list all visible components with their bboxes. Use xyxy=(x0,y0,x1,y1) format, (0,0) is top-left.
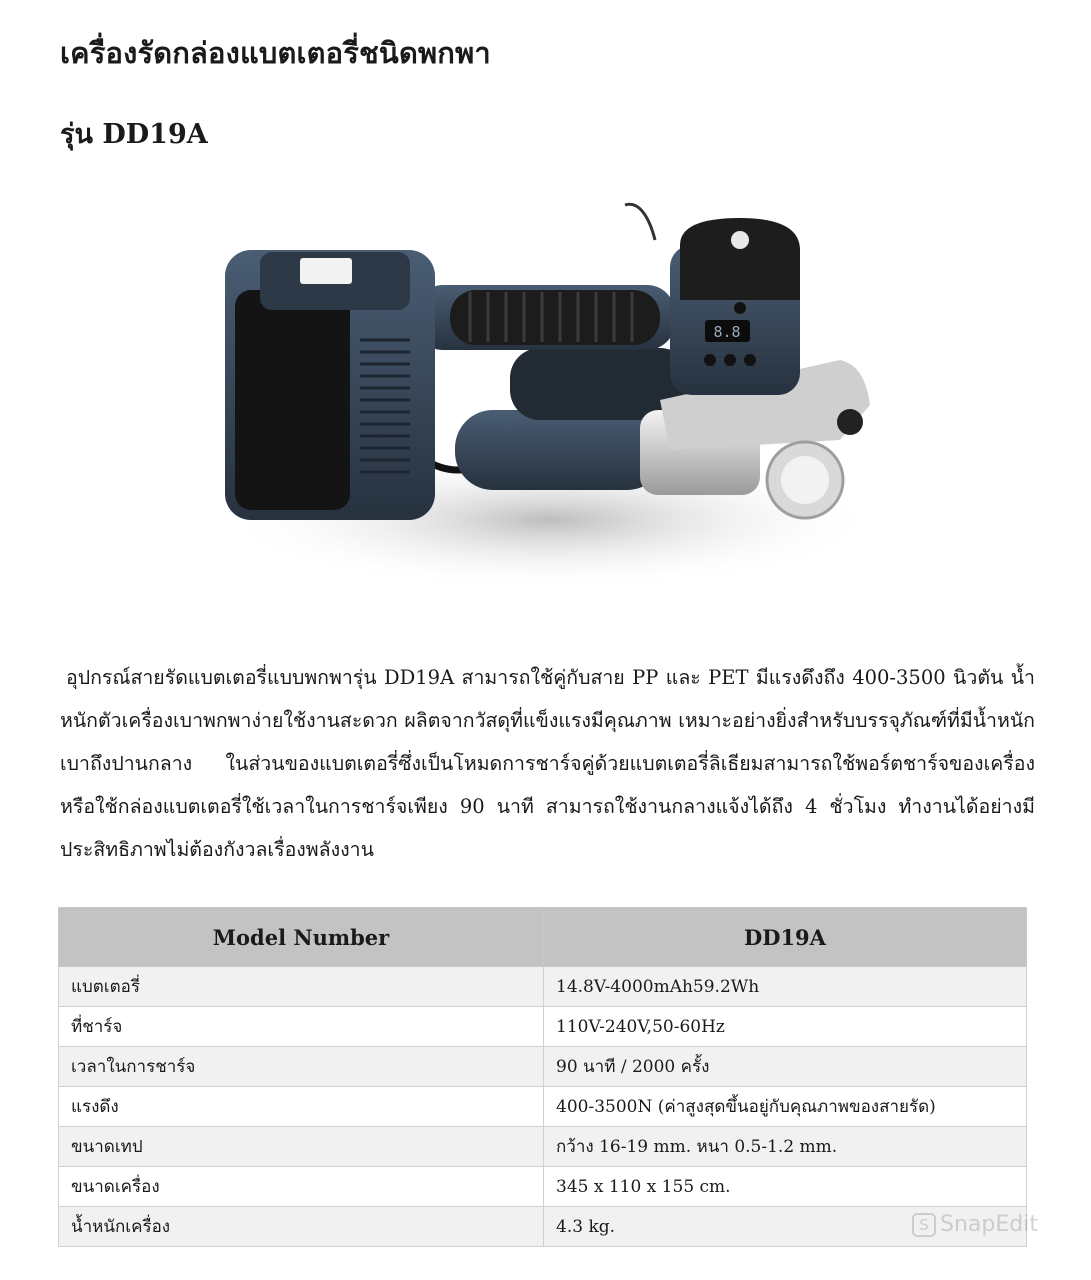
table-row xyxy=(59,1047,1027,1087)
model-heading: รุ่น DD19A xyxy=(60,119,208,150)
header-model-number: Model Number xyxy=(59,908,544,967)
spec-value: 400-3500N (ค่าสูงสุดขึ้นอยู่กับคุณภาพของสายรัด) xyxy=(544,1087,1027,1127)
page-title: เครื่องรัดกล่องแบตเตอรี่ชนิดพกพา xyxy=(60,36,491,70)
table-row xyxy=(59,1207,1027,1247)
spec-value: 4.3 kg. xyxy=(544,1207,1027,1247)
table-row xyxy=(59,1087,1027,1127)
table-row xyxy=(59,1127,1027,1167)
spec-value: กว้าง 16-19 mm. หนา 0.5-1.2 mm. xyxy=(544,1127,1027,1167)
spec-table xyxy=(58,907,1027,1247)
digital-display: 8.8 xyxy=(713,323,741,341)
battery-strapping-tool-photo xyxy=(200,190,900,610)
spec-label: ขนาดเครื่อง xyxy=(59,1167,544,1207)
spec-value: 90 นาที / 2000 ครั้ง xyxy=(544,1047,1027,1087)
spec-value: 345 x 110 x 155 cm. xyxy=(544,1167,1027,1207)
watermark-text: SnapEdit xyxy=(940,1212,1038,1237)
table-row xyxy=(59,1167,1027,1207)
spec-value: 14.8V-4000mAh59.2Wh xyxy=(544,967,1027,1007)
spec-label: ขนาดเทป xyxy=(59,1127,544,1167)
header-model-value: DD19A xyxy=(544,908,1027,967)
table-row xyxy=(59,1007,1027,1047)
table-header-row xyxy=(59,908,1027,967)
snapedit-watermark xyxy=(912,1212,1038,1237)
spec-label: เวลาในการชาร์จ xyxy=(59,1047,544,1087)
spec-label: น้ำหนักเครื่อง xyxy=(59,1207,544,1247)
snapedit-logo-icon: S xyxy=(912,1213,936,1237)
table-row xyxy=(59,967,1027,1007)
spec-label: แบตเตอรี่ xyxy=(59,967,544,1007)
spec-label: ที่ชาร์จ xyxy=(59,1007,544,1047)
spec-value: 110V-240V,50-60Hz xyxy=(544,1007,1027,1047)
product-description: อุปกรณ์สายรัดแบตเตอรี่แบบพกพารุ่น DD19A สามารถใช้คู่กับสาย PP และ PET มีแรงดึงถึง 400-3500 นิวตัน น้ำหนักตัวเครื่องเบาพกพาง่ายใช้งานสะดวก ผลิตจากวัสดุที่แข็งแรงมีคุณภาพ เหมาะอย่างยิ่งสำหรับบรรจุภัณฑ์ที่มีน้ำหนักเบาถึงปานกลาง ในส่วนของแบตเตอรี่ซึ่งเป็นโหมดการชาร์จคู่ด้วยแบตเตอรี่ลิเธียมสามารถใช้พอร์ตชาร์จของเครื่องหรือใช้กล่องแบตเตอรี่ใช้เวลาในการชาร์จเพียง 90 นาที สามารถใช้งานกลางแจ้งได้ถึง 4 ชั่วโมง ทำงานได้อย่างมีประสิทธิภาพไม่ต้องกังวลเรื่องพลังงาน xyxy=(60,666,1035,861)
spec-label: แรงดึง xyxy=(59,1087,544,1127)
